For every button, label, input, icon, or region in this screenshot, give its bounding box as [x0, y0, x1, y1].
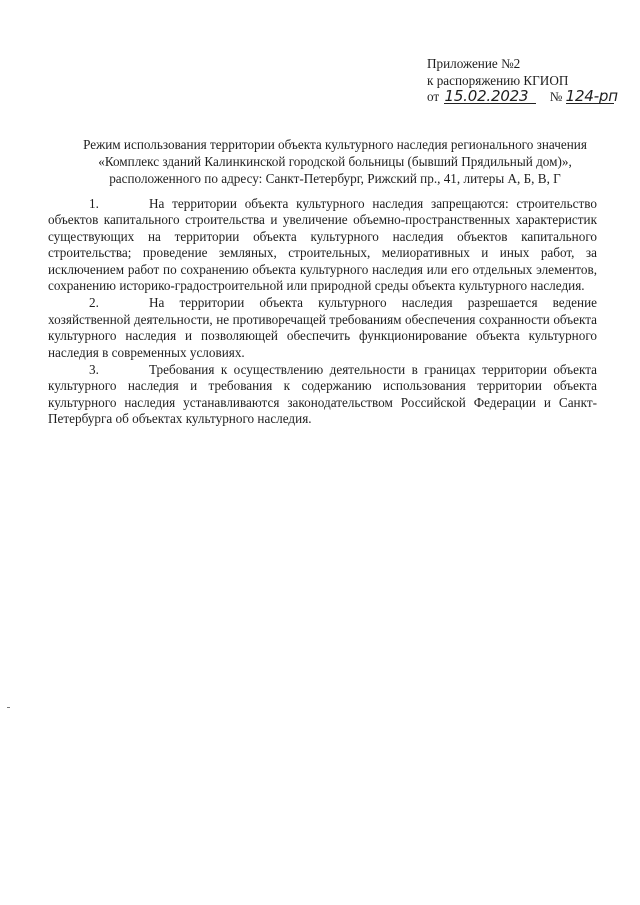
paragraph-2 — [48, 295, 597, 361]
paragraph-1 — [48, 196, 597, 294]
scan-margin-mark — [7, 707, 10, 708]
appendix-date-number-line — [427, 89, 627, 106]
paragraph-number: 3. — [89, 362, 99, 378]
title-line-3: расположенного по адресу: Санкт-Петербург, Рижский пр., 41, литеры А, Б, В, Г — [109, 170, 561, 186]
paragraph-text: На территории объекта культурного наследия разрешается ведение хозяйственной деятельности, не противоречащей требованиям обеспечения сохранности объекта культурного наследия и позволяющей обеспечить функционирование объекта культурного наследия в современных условиях. — [48, 295, 597, 360]
appendix-order-reference: к распоряжению КГИОП — [427, 72, 569, 88]
document-title — [60, 137, 610, 187]
title-line-2: «Комплекс зданий Калинкинской городской больницы (бывший Прядильный дом)», — [98, 153, 572, 169]
document-body — [48, 196, 597, 429]
handwritten-date: 15.02.2023 — [444, 89, 536, 104]
paragraph-text: Требования к осуществлению деятельности в границах территории объекта культурного наследия и требования к содержанию использования территории объекта культурного наследия устанавливаются законодательством Российской Федерации и Санкт-Петербурга об объектах культурного наследия. — [48, 362, 597, 427]
appendix-header — [427, 56, 627, 106]
paragraph-3 — [48, 362, 597, 428]
appendix-title: Приложение №2 — [427, 56, 521, 71]
paragraph-number: 1. — [89, 196, 99, 211]
handwritten-order-number: 124-рп — [565, 87, 618, 105]
paragraph-text: На территории объекта культурного наследия запрещаются: строительство объектов капитального строительства и увеличение объемно-пространственных характеристик существующих на территории объекта культурного наследия объектов капитального строительства; проведение земляных, строительных, мелиоративных и иных работ, за исключением работ по сохранению объекта культурного наследия или его отдельных элементов, сохранению историко-градостроительной или природной среды объекта культурного наследия. — [48, 196, 597, 294]
paragraph-number: 2. — [89, 295, 99, 311]
number-prefix: № — [549, 89, 563, 104]
date-prefix: от — [427, 89, 440, 104]
title-line-1: Режим использования территории объекта культурного наследия регионального значения — [83, 137, 587, 152]
